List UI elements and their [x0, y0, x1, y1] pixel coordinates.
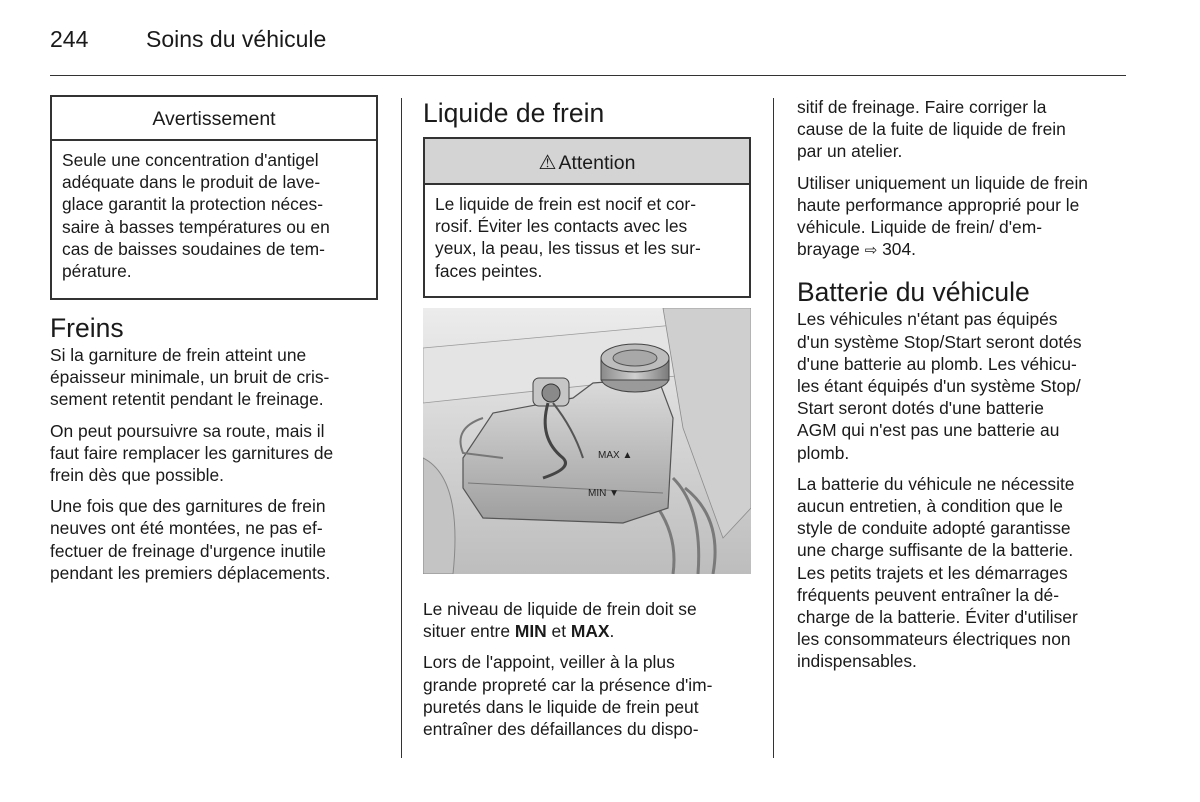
column-divider-1	[401, 98, 402, 758]
battery-heading: Batterie du véhicule	[797, 277, 1030, 308]
freins-paragraph-2: On peut poursuivre sa route, mais il faut faire remplacer les garnitures de frein dès que possible.	[50, 420, 334, 486]
brake-fluid-heading: Liquide de frein	[423, 98, 605, 128]
attention-text	[425, 185, 749, 290]
max-mark-label: MAX ▲	[598, 450, 633, 461]
column-divider-2	[773, 98, 774, 758]
warning-body: Seule une concentration d'antigel adéquate dans le produit de lave- glace garantit la protection néces- saire à basses températures ou en cas de baisses soudaines de tem- pérature.	[62, 150, 330, 282]
section-title: Soins du véhicule	[146, 26, 327, 52]
warning-triangle-icon: ⚠	[538, 152, 557, 174]
freins-paragraph-1: Si la garniture de frein atteint une épaisseur minimale, un bruit de cris- sement retentit pendant le freinage.	[50, 345, 330, 410]
freins-heading: Freins	[50, 313, 124, 343]
warning-box	[50, 95, 378, 300]
fluid-type-paragraph: Utiliser uniquement un liquide de frein haute performance approprié pour le véhicule. Liquide de frein/ d'em- brayage ⇨ 304.	[797, 172, 1088, 260]
page-reference-arrow-icon[interactable]: ⇨	[864, 242, 878, 260]
column-1	[50, 95, 378, 593]
freins-paragraph-3: Une fois que des garnitures de frein neuves ont été montées, ne pas ef- fectuer de freinage d'urgence inutile pendant les premiers déplacements.	[50, 496, 331, 583]
brake-system-continuation: sitif de freinage. Faire corriger la cause de la fuite de liquide de frein par un atelier.	[797, 97, 1066, 162]
attention-title: Attention	[558, 152, 636, 174]
page-header	[50, 26, 326, 53]
battery-paragraph-1: Les véhicules n'étant pas équipés d'un système Stop/Start seront dotés d'une batterie au plomb. Les véhicu- les étant équipés d'un système Stop/ Start seront dotés d'une batterie AGM qui n'est pas une batterie au plomb.	[797, 309, 1082, 463]
refill-paragraph: Lors de l'appoint, veiller à la plus grande propreté car la présence d'im- puretés dans le liquide de frein peut entraîner des défaillances du dispo-	[423, 652, 713, 740]
header-rule	[50, 75, 1126, 76]
warning-text	[52, 141, 376, 290]
min-mark-label: MIN ▼	[588, 488, 620, 499]
page-reference[interactable]: 304.	[877, 239, 916, 260]
battery-paragraph-2: La batterie du véhicule ne nécessite aucun entretien, à condition que le style de conduite adopté garantisse une charge suffisante de la batterie. Les petits trajets et les démarrages fréquents peuvent entraîner la dé- charge de la batterie. Éviter d'utiliser les consommateurs électriques non indispensables.	[797, 473, 1078, 672]
max-label: MAX	[570, 621, 610, 642]
attention-box	[423, 137, 751, 298]
min-label: MIN	[514, 621, 547, 642]
brake-fluid-reservoir-illustration	[423, 308, 751, 574]
warning-title: Avertissement	[52, 97, 376, 141]
column-3	[797, 96, 1127, 682]
page-number: 244	[50, 26, 89, 52]
column-2	[423, 95, 751, 749]
attention-header	[425, 139, 749, 185]
brake-fluid-level-paragraph: Le niveau de liquide de frein doit se situer entre MIN et MAX.	[423, 599, 697, 642]
attention-body: Le liquide de frein est nocif et cor- rosif. Éviter les contacts avec les yeux, la peau, les tissus et les sur- faces peintes.	[435, 194, 701, 281]
